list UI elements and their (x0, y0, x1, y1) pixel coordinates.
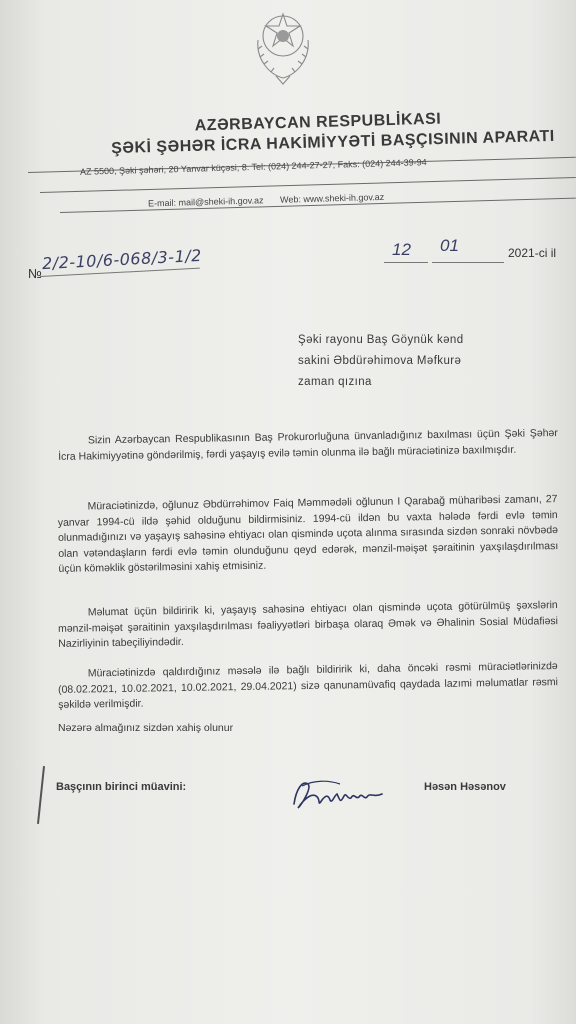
recipient-line: sakini Əbdürəhimova Məfkurə (298, 355, 462, 367)
reference-number-label: № (28, 266, 42, 281)
org-email: E-mail: mail@sheki-ih.gov.az (147, 195, 264, 209)
handwritten-signature-icon (288, 770, 388, 816)
org-name-line1: AZƏRBAYCAN RESPUBLİKASI (194, 110, 442, 135)
closing-request (58, 722, 558, 734)
recipient-line: Şəki rayonu Baş Göynük kənd (298, 334, 464, 346)
body-paragraph-3 (58, 598, 559, 652)
org-address: AZ 5500, Şəki şəhəri, 20 Yanvar küçəsi, 8. Tel: (024) 244-27-27, Faks: (024) 244-39-94 (79, 157, 427, 177)
date-day-underline (384, 262, 428, 263)
recipient-block (298, 330, 464, 393)
margin-pen-mark (37, 766, 45, 824)
recipient-line: zaman qızına (298, 376, 372, 388)
signatory-name: Həsən Həsənov (424, 781, 506, 793)
paragraph-text: Sizin Azərbaycan Respublikasının Baş Prokurorluğuna ünvanladığınız baxılması üçün Şəki Şəhər İcra Hakimiyyətinə göndərilmiş, fərdi yaşayış evilə təmin olunma ilə bağlı müraciətinizə baxılmışdır. (58, 427, 558, 463)
header-divider-mid (40, 177, 576, 193)
date-year: 2021-ci il (508, 246, 557, 260)
paragraph-text: Müraciətinizdə, oğlunuz Əbdürrəhimov Faiq Məmmədəli oğlunun I Qarabağ müharibəsi zamanı, 27 yanvar 1994-cü ildə şəhid olduğunu bildirmisiniz. 1994-cü ildən bu vaxta hələdə fərdi evlə təmin olunmadığınızı və yaşayış sahəsinə ehtiyacı olan qismində uçota alınma sırasında sizdən sonraki növbədə olan vətəndaşların fərdi evlə təmin olunduğunu qeyd edərək, mənzil-məişət şəraitinin yaxşılaşdırılması üçün köməklik göstərilməsini xahiş etmisiniz. (57, 493, 559, 575)
state-emblem-icon (238, 0, 328, 88)
date-month-handwritten: 01 (440, 236, 459, 255)
closing-text: Nəzərə almağınız sizdən xahiş olunur (58, 722, 234, 734)
org-name-line2: ŞƏKİ ŞƏHƏR İCRA HAKİMİYYƏTİ BAŞÇISININ APARATI (110, 127, 555, 158)
date-day-handwritten: 12 (392, 240, 411, 259)
body-paragraph-2 (57, 492, 558, 577)
date-month-underline (432, 262, 504, 263)
org-web: Web: www.sheki-ih.gov.az (279, 191, 385, 205)
paragraph-text: Müraciətinizdə qaldırdığınız məsələ ilə bağlı bildiririk ki, daha öncəki rəsmi müraciətlərinizdə (08.02.2021, 10.02.2021, 10.02.2021, 29.04.2021) sizə qanunamüvafiq qaydada lazımi məlumatlar rəsmi şəkildə verilmişdir. (57, 660, 559, 711)
body-paragraph-4 (58, 659, 559, 713)
paragraph-text: Məlumat üçün bildiririk ki, yaşayış sahəsinə ehtiyacı olan qismində uçota götürülmüş şəxslərin mənzil-məişət şəraitinin yaxşılaşdırılması fəaliyyətləri birbaşa olaraq Əmək və Əhalinin Sosial Müdafiəsi Nazirliyinin tabeçiliyindədir. (57, 599, 559, 650)
reference-number-handwritten: 2/2-10/6-068/3-1/2 (41, 245, 203, 274)
signatory-role: Başçının birinci müavini: (56, 781, 187, 793)
body-paragraph-1 (58, 426, 558, 465)
